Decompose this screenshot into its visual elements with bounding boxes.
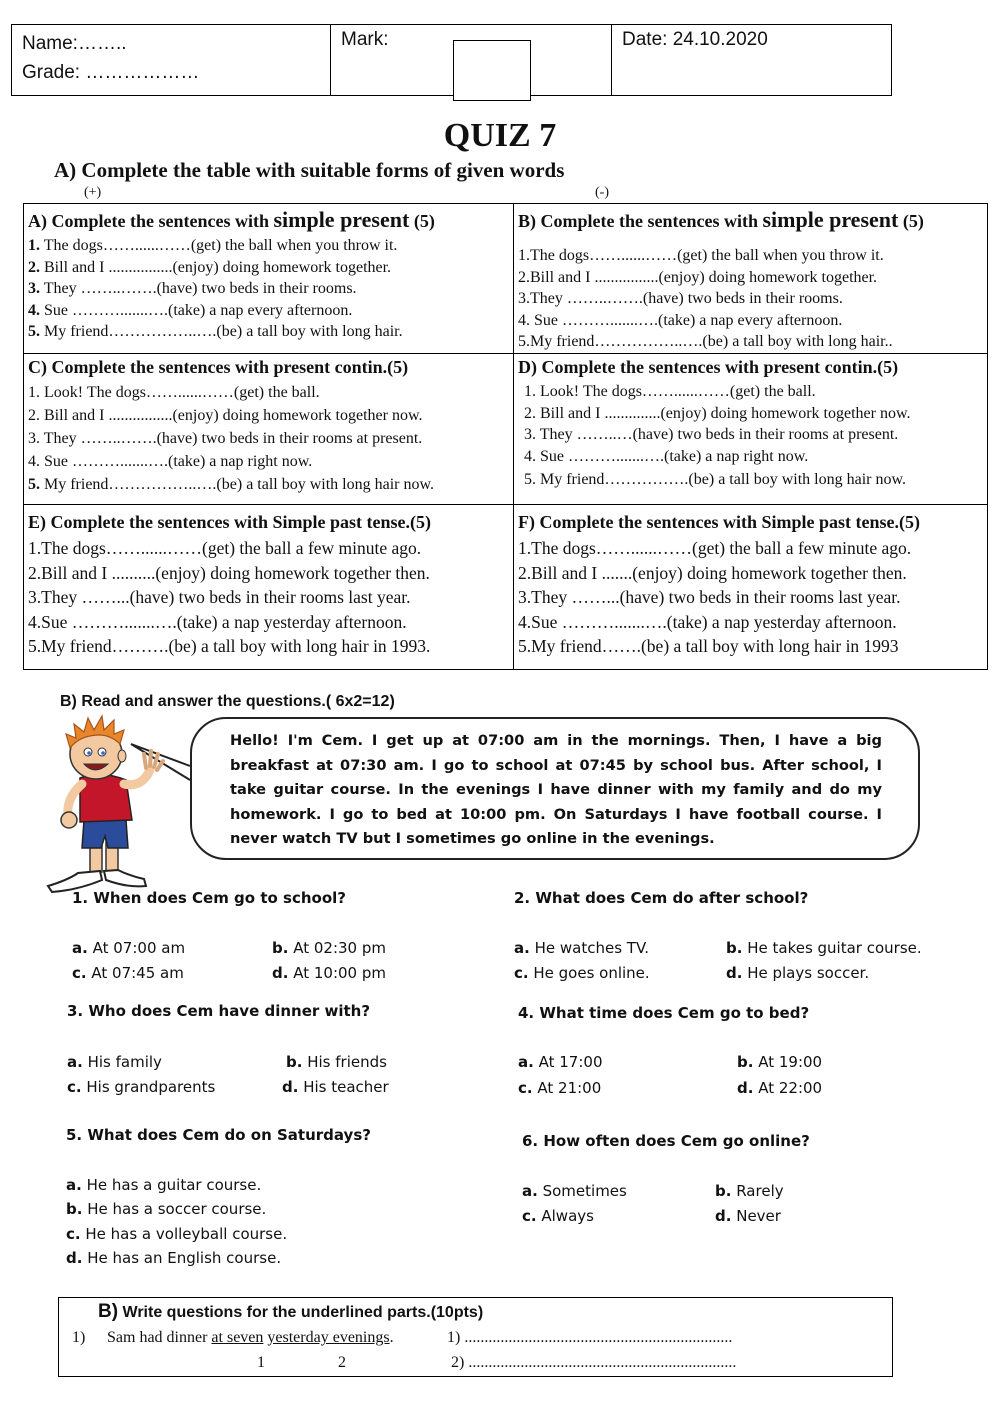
option-4c[interactable]: c. At 21:00	[518, 1079, 602, 1097]
option-6c[interactable]: c. Always	[522, 1207, 594, 1225]
option-1a[interactable]: a. At 07:00 am	[72, 939, 186, 957]
option-2a[interactable]: a. He watches TV.	[514, 939, 650, 957]
option-6b[interactable]: b. Rarely	[715, 1182, 784, 1200]
header-table	[11, 24, 892, 96]
option-6a[interactable]: a. Sometimes	[522, 1182, 627, 1200]
reading-passage: Hello! I'm Cem. I get up at 07:00 am in the mornings. Then, I have a big breakfast at 07:30 am. I go to school at 07:45 by school bus. After school, I take guitar course. In the evenings I have dinner with my family and do my homework. I go to bed at 10:00 pm. On Saturdays I have football course. I never watch TV but I sometimes go online in the evenings.	[230, 732, 882, 847]
sentence-line: 1.The dogs……......……(get) the ball when you throw it.	[518, 247, 884, 264]
sentence-line: 1. Look! The dogs……......……(get) the ball.	[524, 383, 816, 400]
sentence-line: 4. Sue ……….......….(take) a nap every afternoon.	[518, 311, 843, 329]
option-3b[interactable]: b. His friends	[286, 1053, 387, 1071]
sentence-line: 3.They ……...(have) two beds in their rooms last year.	[28, 587, 411, 607]
question-3: 3. Who does Cem have dinner with?	[67, 1002, 371, 1020]
underline-mark-1: 1	[257, 1354, 265, 1371]
plus-label: (+)	[84, 185, 102, 200]
option-5d[interactable]: d. He has an English course.	[66, 1249, 282, 1267]
grade-label: Grade: ………………	[22, 62, 200, 83]
grammar-table	[23, 203, 988, 670]
minus-label: (-)	[595, 185, 609, 200]
sentence-line: 2.Bill and I ..........(enjoy) doing homework together then.	[28, 562, 430, 583]
date-label: Date: 24.10.2020	[622, 29, 768, 50]
writing-title: B) Write questions for the underlined parts.(10pts)	[98, 1301, 484, 1322]
section-b-title: B) Read and answer the questions.( 6x2=12)	[60, 693, 395, 710]
option-2c[interactable]: c. He goes online.	[514, 964, 650, 982]
sentence-line: 5. My friend……………..….(be) a tall boy with long hair.	[28, 323, 403, 340]
sentence-line: 5.My friend…….(be) a tall boy with long hair in 1993	[518, 636, 899, 656]
section-a-title: A) Complete the table with suitable forms of given words	[54, 158, 565, 182]
option-4d[interactable]: d. At 22:00	[737, 1079, 823, 1097]
sentence-line: 4. Sue ……….......….(take) a nap every afternoon.	[28, 301, 353, 319]
underline-mark-2: 2	[338, 1354, 346, 1371]
sentence-line: 2.Bill and I .......(enjoy) doing homework together then.	[518, 562, 907, 583]
question-1: 1. When does Cem go to school?	[72, 889, 346, 907]
sentence-line: 4. Sue ……….......….(take) a nap right now.	[28, 453, 313, 470]
underlined-part-2: yesterday evenings	[267, 1329, 390, 1346]
cell-d-title: D) Complete the sentences with present contin.(5)	[518, 357, 899, 377]
option-3a[interactable]: a. His family	[67, 1053, 162, 1071]
item-number: 1)	[72, 1329, 86, 1346]
date-cell	[612, 25, 892, 95]
question-4: 4. What time does Cem go to bed?	[518, 1004, 810, 1022]
sentence-line: 3. They ……..…(have) two beds in their rooms at present.	[524, 426, 899, 443]
underline-sentence: Sam had dinner at seven yesterday evenings.	[107, 1329, 394, 1346]
sentence-line: 3. They ……..…….(have) two beds in their rooms at present.	[28, 430, 423, 447]
sentence-line: 1. The dogs……......……(get) the ball when you throw it.	[28, 237, 398, 254]
mark-box[interactable]	[453, 40, 531, 101]
speech-bubble	[190, 717, 920, 860]
underlined-part-1: at seven	[211, 1329, 264, 1346]
boy-cartoon-icon	[38, 708, 208, 893]
option-5c[interactable]: c. He has a volleyball course.	[66, 1225, 288, 1243]
option-1b[interactable]: b. At 02:30 pm	[272, 939, 386, 957]
sentence-line: 4.Sue ……….......….(take) a nap yesterday afternoon.	[518, 611, 897, 632]
question-6: 6. How often does Cem go online?	[522, 1132, 810, 1150]
sentence-line: 1.The dogs……......……(get) the ball a few minute ago.	[28, 538, 422, 558]
cell-b	[514, 204, 989, 353]
cell-a	[24, 204, 513, 353]
sentence-line: 5. My friend…………….(be) a tall boy with long hair now.	[524, 471, 907, 488]
option-3d[interactable]: d. His teacher	[282, 1078, 389, 1096]
sentence-line: 5. My friend……………..….(be) a tall boy with long hair now.	[28, 476, 435, 493]
cell-e	[24, 505, 513, 671]
mark-label: Mark:	[341, 29, 389, 50]
cell-b-title: B) Complete the sentences with simple present (5)	[518, 207, 924, 232]
option-6d[interactable]: d. Never	[715, 1207, 781, 1225]
answer-line-1[interactable]: 1) ...................................................................	[447, 1329, 733, 1346]
cell-e-title: E) Complete the sentences with Simple past tense.(5)	[28, 512, 431, 532]
sentence-line: 2. Bill and I ................(enjoy) doing homework together.	[28, 258, 392, 276]
sentence-line: 2. Bill and I ................(enjoy) doing homework together now.	[28, 407, 423, 424]
question-2: 2. What does Cem do after school?	[514, 889, 809, 907]
option-3c[interactable]: c. His grandparents	[67, 1078, 216, 1096]
cell-f	[514, 505, 989, 671]
cell-d	[514, 354, 989, 504]
quiz-title: QUIZ 7	[443, 117, 557, 154]
name-grade-cell	[12, 25, 331, 95]
option-4b[interactable]: b. At 19:00	[737, 1053, 823, 1071]
option-1c[interactable]: c. At 07:45 am	[72, 964, 184, 982]
cell-c	[24, 354, 513, 504]
sentence-line: 4. Sue ……….......….(take) a nap right now.	[524, 447, 809, 465]
sentence-line: 3.They ……..…….(have) two beds in their rooms.	[518, 290, 843, 307]
name-label: Name:……..	[22, 33, 127, 54]
sentence-line: 4.Sue ……….......….(take) a nap yesterday afternoon.	[28, 611, 407, 632]
sentence-line: 1. Look! The dogs……......……(get) the ball.	[28, 384, 320, 401]
option-5a[interactable]: a. He has a guitar course.	[66, 1176, 262, 1194]
option-2d[interactable]: d. He plays soccer.	[726, 964, 870, 982]
sentence-line: 2.Bill and I ................(enjoy) doing homework together.	[518, 268, 878, 286]
sentence-line: 2. Bill and I ..............(enjoy) doing homework together now.	[524, 404, 911, 422]
sentence-line: 3.They ……...(have) two beds in their rooms last year.	[518, 587, 901, 607]
sentence-line: 3. They ……..…….(have) two beds in their rooms.	[28, 280, 357, 297]
cell-a-title: A) Complete the sentences with simple present (5)	[28, 207, 435, 232]
question-5: 5. What does Cem do on Saturdays?	[66, 1126, 371, 1144]
option-2b[interactable]: b. He takes guitar course.	[726, 939, 922, 957]
cell-c-title: C) Complete the sentences with present contin.(5)	[28, 357, 409, 377]
cell-f-title: F) Complete the sentences with Simple past tense.(5)	[518, 512, 920, 532]
sentence-line: 5.My friend……….(be) a tall boy with long hair in 1993.	[28, 636, 431, 656]
option-1d[interactable]: d. At 10:00 pm	[272, 964, 386, 982]
sentence-line: 1.The dogs……......……(get) the ball a few minute ago.	[518, 538, 912, 558]
option-4a[interactable]: a. At 17:00	[518, 1053, 603, 1071]
option-5b[interactable]: b. He has a soccer course.	[66, 1200, 267, 1218]
answer-line-2[interactable]: 2) ...................................................................	[451, 1354, 737, 1371]
sentence-line: 5.My friend……………..….(be) a tall boy with long hair..	[518, 333, 893, 350]
